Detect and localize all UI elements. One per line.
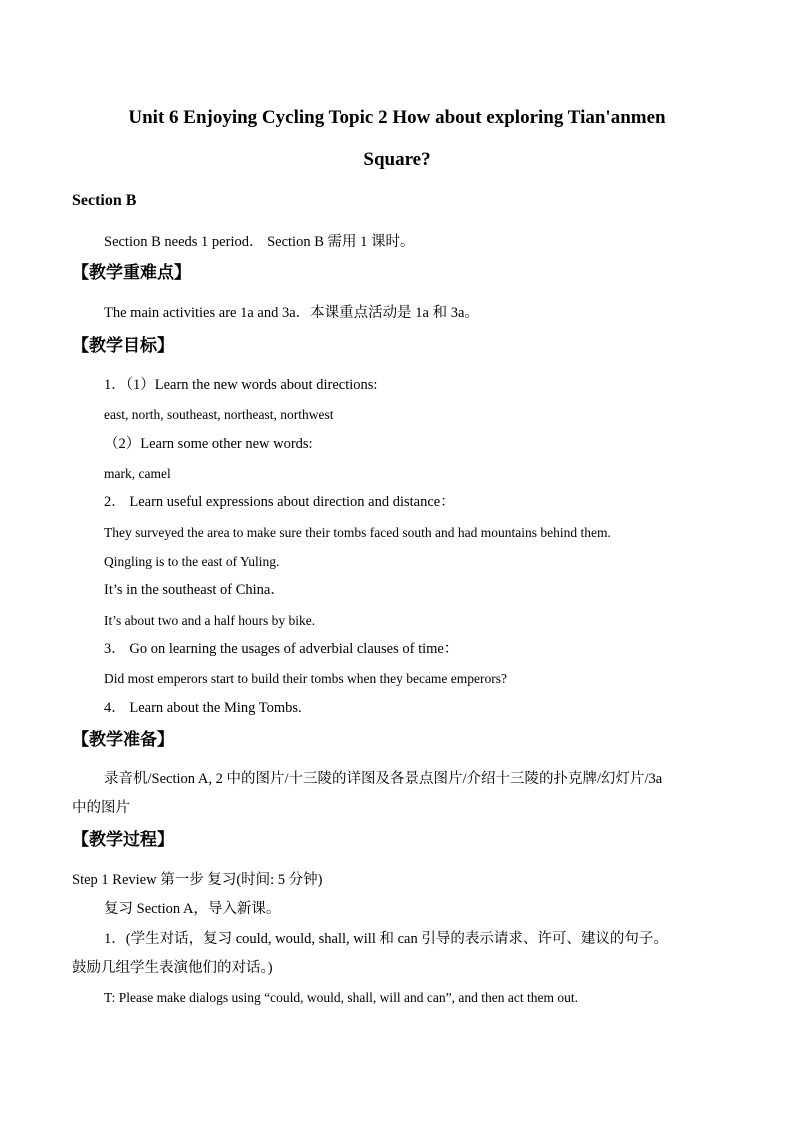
objective-line: east, north, southeast, northeast, northwest: [104, 407, 334, 422]
document-title-line-2: Square?: [363, 149, 431, 170]
heading-objectives: 【教学目标】: [72, 336, 174, 356]
objective-line: Did most emperors start to build their tombs when they became emperors?: [104, 671, 508, 686]
review-intro-line: 复习 Section A，导入新课。: [104, 901, 281, 917]
objective-line: Qingling is to the east of Yuling.: [104, 554, 280, 569]
preparation-line-1: 录音机/Section A, 2 中的图片/十三陵的详图及各景点图片/介绍十三陵的扑克牌/幻灯片/3a: [104, 771, 663, 787]
section-label: Section B: [72, 192, 137, 209]
period-line: Section B needs 1 period． Section B 需用 1 课时。: [104, 234, 415, 250]
heading-key-points: 【教学重难点】: [72, 263, 191, 283]
heading-preparation: 【教学准备】: [72, 730, 174, 750]
objective-line: It’s about two and a half hours by bike.: [104, 613, 316, 628]
key-points-text: The main activities are 1a and 3a．本课重点活动是 1a 和 3a。: [104, 305, 479, 321]
preparation-line-2: 中的图片: [72, 800, 130, 816]
objective-line: 1．（1）Learn the new words about directions:: [104, 377, 378, 393]
step-1-line: Step 1 Review 第一步 复习(时间: 5 分钟): [72, 872, 323, 888]
document-title-line-1: Unit 6 Enjoying Cycling Topic 2 How about exploring Tian'anmen: [128, 107, 666, 128]
objective-line: They surveyed the area to make sure their tombs faced south and had mountains behind them.: [104, 525, 611, 540]
review-item-1-line-2: 鼓励几组学生表演他们的对话。): [72, 960, 273, 976]
objective-line: mark, camel: [104, 466, 171, 481]
objective-line: 3． Go on learning the usages of adverbial clauses of time：: [104, 641, 459, 657]
objective-line: （2）Learn some other new words:: [104, 436, 313, 452]
objective-line: 2． Learn useful expressions about direction and distance：: [104, 494, 455, 510]
objective-line: 4． Learn about the Ming Tombs.: [104, 700, 302, 716]
teacher-instruction-line: T: Please make dialogs using “could, would, shall, will and can”, and then act them out.: [104, 990, 578, 1005]
objective-line: It’s in the southeast of China．: [104, 582, 285, 598]
review-item-1-line-1: 1．(学生对话，复习 could, would, shall, will 和 can 引导的表示请求、许可、建议的句子。: [104, 931, 668, 947]
heading-process: 【教学过程】: [72, 830, 174, 850]
